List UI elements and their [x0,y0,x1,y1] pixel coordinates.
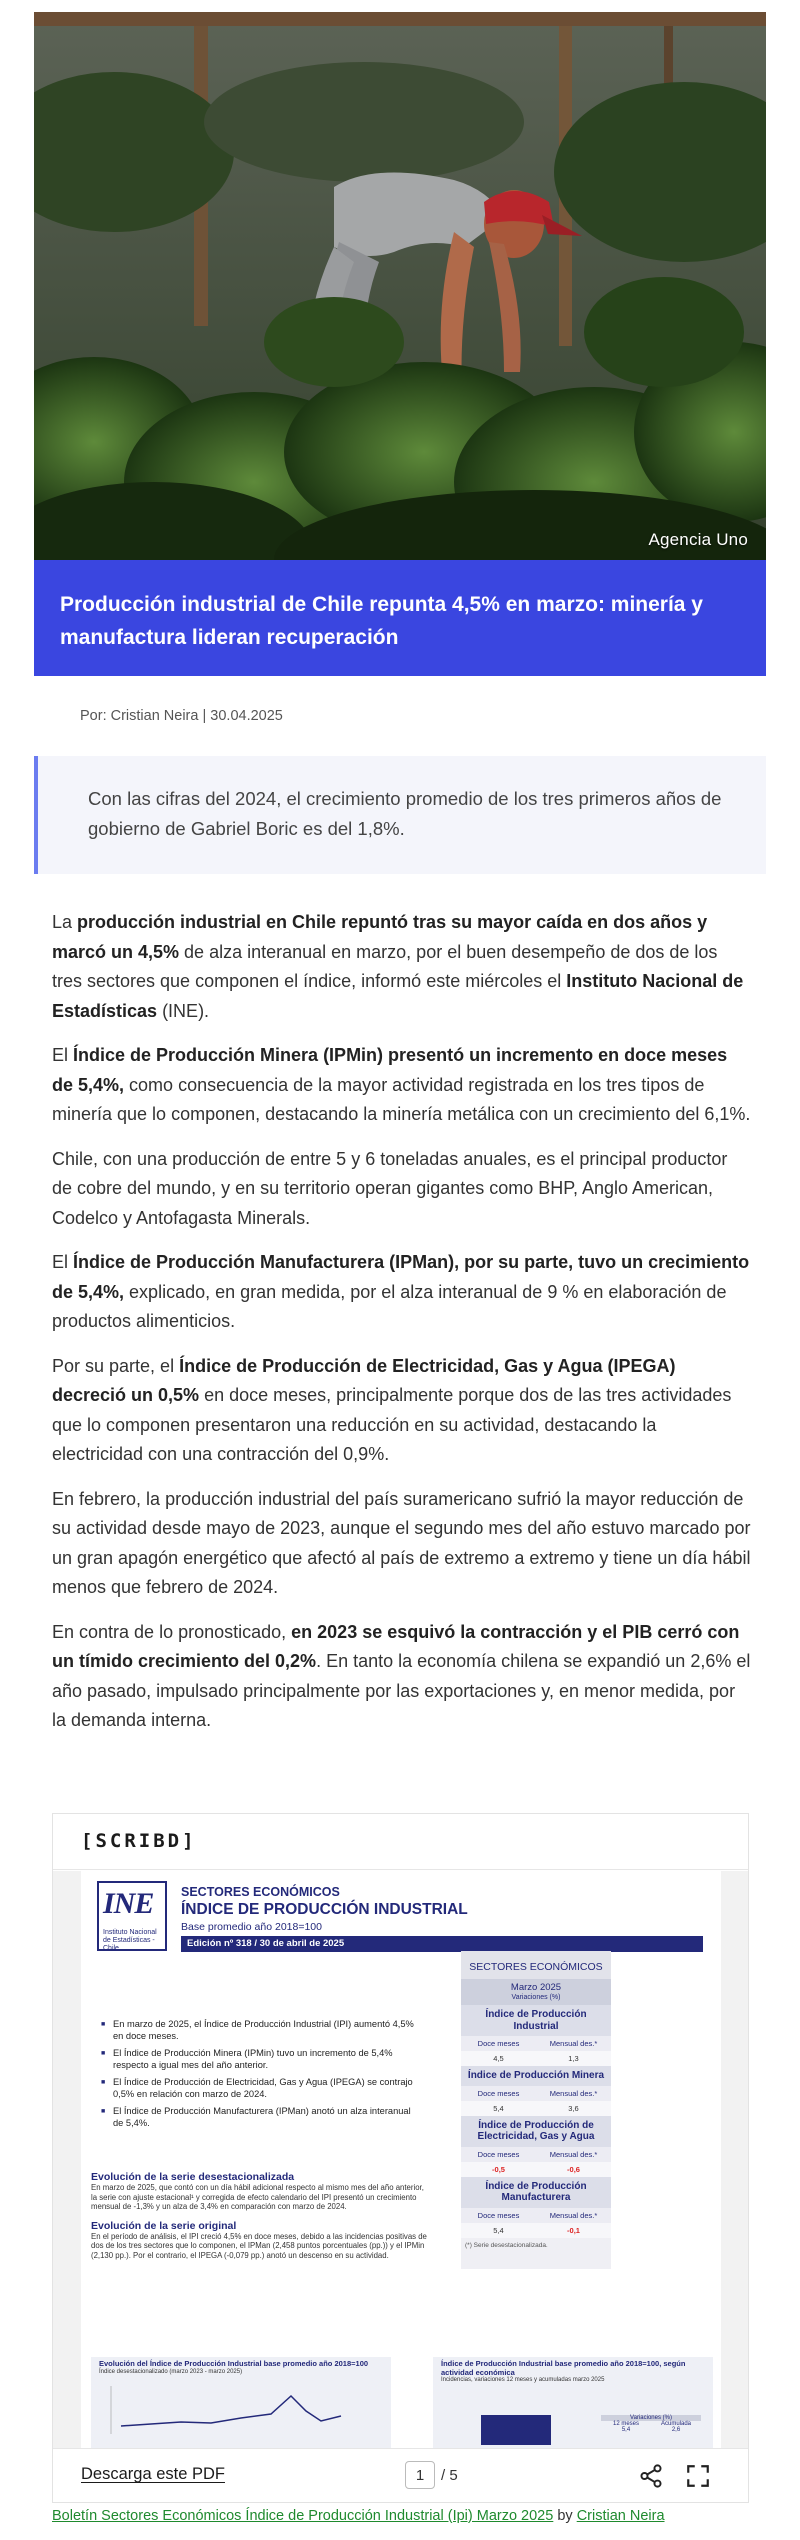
chart2-table [601,2415,701,2433]
value: -0,6 [536,2162,611,2177]
paragraph-4 [52,1248,752,1337]
byline-separator: | [198,708,211,724]
value: 5,4 [461,2223,536,2238]
value: 3,6 [536,2101,611,2116]
document-title-link[interactable]: Boletín Sectores Económicos Índice de Producción Industrial (Ipi) Marzo 2025 [52,2508,554,2524]
fullscreen-icon[interactable] [685,2463,711,2489]
col-mensual: Mensual des.* [536,2036,611,2051]
doc-sub-sections [91,2171,431,2260]
doc-bullets [101,2019,423,2135]
doc-section: SECTORES ECONÓMICOS [181,1885,340,1899]
value: 1,3 [536,2051,611,2066]
page-total: / 5 [441,2466,458,2484]
byline [80,708,283,724]
panel-block-values [461,2162,611,2177]
col-doce-meses: Doce meses [461,2036,536,2051]
chart2-col: 12 meses [612,2421,639,2427]
chart2-val: 5,4 [621,2427,631,2433]
article-headline: Producción industrial de Chile repunta 4,5% en marzo: minería y manufactura lideran recuperación [60,593,703,649]
p5-bold-b: Índice de Producción de Electricidad, Gas y Agua (IPEGA) decreció un 0,5% [52,1355,676,1405]
headline-banner [34,560,766,676]
panel-note: (*) Serie desestacionalizada. [465,2241,548,2249]
doc-bullet: ■ El Índice de Producción de Electricidad, Gas y Agua (IPEGA) se contrajo 0,5% en relación con marzo de 2024. [101,2077,423,2100]
share-icon[interactable] [638,2463,664,2489]
p4-text-c: explicado, en gran medida, por el alza interanual de 9 % en elaboración de productos alimenticios. [52,1281,727,1331]
chart-thumbnail-2 [433,2357,713,2449]
panel-block-values [461,2051,611,2066]
p7-bold-b: en 2023 se esquivó la contracción y el PIB cerró con un tímido crecimiento del 0,2% [52,1621,740,1671]
chart2-title: Índice de Producción Industrial base promedio año 2018=100, según actividad económica [441,2359,686,2377]
p1-bold-b: producción industrial en Chile [77,912,337,932]
doc-sub2-title: Evolución de la serie original [91,2219,237,2232]
p7-text-c: . En tanto la economía chilena se expandió un 2,6% el año pasado, impulsado principalmente por las exportaciones y, en menor medida, por la demanda interna. [52,1651,751,1730]
panel-block-header [461,2208,611,2223]
hero [34,12,766,560]
ine-logo-sub: Instituto Nacional de Estadísticas - Chile [103,1929,157,1952]
doc-bullet: ■ El Índice de Producción Manufacturera (IPMan) anotó un alza interanual de 5,4%. [101,2106,423,2129]
panel-block-header [461,2036,611,2051]
p7-text-a: En contra de lo pronosticado, [52,1621,292,1642]
p5-text-a: Por su parte, el [52,1355,180,1376]
embed-header [53,1814,748,1870]
quote-text: Con las cifras del 2024, el crecimiento promedio de los tres primeros años de gobierno de Gabriel Boric es del 1,8%. [88,788,722,839]
p1-text-d: de alza interanual en marzo, por el buen desempeño de dos de los tres sectores que componen el índice, informó este miércoles el [52,941,718,991]
ine-logo-text: INE [103,1887,154,1920]
scribd-embed [52,1813,749,2503]
photo-credit: Agencia Uno [648,530,748,549]
paragraph-6: En febrero, la producción industrial del país suramericano sufrió la mayor reducción de su actividad desde mayo de 2023, aunque el segundo mes del año estuvo marcado por un gran apagón energético que afectó al país de extremo a extremo y tiene un día hábil menos que febrero de 2024. [52,1488,751,1597]
embed-caption [52,2508,752,2524]
sectors-panel [461,1951,611,2269]
panel-block-title: Índice de Producción Industrial [461,2005,611,2036]
ine-logo [97,1881,167,1951]
p2-text-c: como consecuencia de la mayor actividad registrada en los tres tipos de minería que lo componen, destacando la minería metálica con un crecimiento del 6,1%. [52,1074,751,1124]
chart2-vals [601,2427,701,2433]
byline-prefix: Por: [80,708,111,724]
author-link[interactable]: Cristian Neira [576,2508,665,2524]
summary-quote [34,756,766,874]
embed-toolbar [53,2448,748,2502]
chart1-title: Evolución del Índice de Producción Industrial base promedio año 2018=100 [99,2359,369,2368]
document-viewer[interactable] [53,1871,748,2449]
panel-block-title: Índice de Producción Manufacturera [461,2177,611,2208]
doc-base: Base promedio año 2018=100 [181,1921,322,1933]
chart2-subtitle: Incidencias, variaciones 12 meses y acumuladas marzo 2025 [441,2377,605,2383]
p1-text-f: (INE). [157,1000,210,1021]
panel-variation: Variaciones (%) [461,1994,611,2005]
value: -0,5 [461,2162,536,2177]
p4-text-a: El [52,1252,74,1272]
chart2-var: Variaciones (%) [601,2415,701,2421]
value: 4,5 [461,2051,536,2066]
panel-header: SECTORES ECONÓMICOS [461,1951,611,1979]
chart-thumbnail-1 [91,2357,391,2449]
panel-block-header [461,2086,611,2101]
caption-by: by [553,2508,577,2524]
col-mensual: Mensual des.* [536,2086,611,2101]
doc-title: ÍNDICE DE PRODUCCIÓN INDUSTRIAL [181,1901,468,1918]
doc-edition: Edición nº 318 / 30 de abril de 2025 [181,1936,703,1952]
p1-text-a: La [52,912,78,932]
p5-text-c: en doce meses, principalmente porque dos de las tres actividades que lo componen presentaron una reducción en su actividad, destacando la electricidad con una contracción del 0,9%. [52,1385,732,1464]
chart2-bar [441,2405,591,2445]
p2-bold-b: Índice de Producción Minera (IPMin) presentó un incremento en doce meses de 5,4%, [52,1045,728,1095]
document-page [81,1871,721,2449]
chart2-col: Acumulada [660,2421,692,2427]
panel-block-title: Índice de Producción Minera [461,2066,611,2086]
panel-block-values [461,2223,611,2238]
p1-bold-c: repuntó tras su mayor caída en dos años y marcó un 4,5% [52,912,708,962]
col-doce-meses: Doce meses [461,2147,536,2162]
download-pdf-link[interactable]: Descarga este PDF [81,2465,225,2483]
chart1-subtitle: Índice desestacionalizado (marzo 2023 - marzo 2025) [99,2368,243,2375]
panel-block-header [461,2147,611,2162]
paragraph-7 [52,1618,752,1736]
col-mensual: Mensual des.* [536,2208,611,2223]
hero-photo [34,12,766,560]
doc-sub1-title: Evolución de la serie desestacionalizada [91,2171,295,2183]
p4-bold-b: Índice de Producción Manufacturera (IPMan), por su parte, tuvo un crecimiento de 5,4%, [52,1252,750,1302]
p2-text-a: El [52,1045,74,1065]
page-number-input[interactable]: 1 [405,2461,435,2489]
byline-author[interactable]: Cristian Neira [110,708,199,724]
scribd-logo[interactable]: [SCRIBD] [81,1830,197,1852]
doc-bullet: ■ En marzo de 2025, el Índice de Producción Industrial (IPI) aumentó 4,5% en doce meses. [101,2019,423,2042]
farmer-photo-illustration [34,12,766,560]
panel-block-values [461,2101,611,2116]
article-body [52,908,752,1751]
panel-block-title: Índice de Producción de Electricidad, Gas y Agua [461,2116,611,2147]
byline-date: 30.04.2025 [210,708,283,724]
paragraph-3: Chile, con una producción de entre 5 y 6 toneladas anuales, es el principal productor de cobre del mundo, y en su territorio operan gigantes como BHP, Anglo American, Codelco y Antofagasta Minerals. [52,1148,728,1228]
panel-month: Marzo 2025 [461,1979,611,1994]
paragraph-1 [52,908,752,1026]
value: 5,4 [461,2101,536,2116]
doc-sub1-text: En marzo de 2025, que contó con un día hábil adicional respecto al mismo mes del año anterior, la serie con ajuste estacional¹ y corregida de efecto calendario del IPI presentó un crecimiento mensual de -1,3% y un alza de 3,4% en comparación con marzo de 2024. [91,2183,424,2211]
chart1-line [91,2376,391,2436]
paragraph-2 [52,1041,752,1130]
col-doce-meses: Doce meses [461,2086,536,2101]
col-mensual: Mensual des.* [536,2147,611,2162]
chart2-val: 2,6 [671,2427,681,2433]
doc-sub2-text: En el período de análisis, el IPI creció 4,5% en doce meses, debido a las incidencias positivas de dos de los tres sectores que lo componen, el IPMan (2,458 puntos porcentuales (pp.)) y el IPMin (2,130 pp.). Por el contrario, el IPEGA (-0,079 pp.) anotó un descenso en su actividad. [91,2231,427,2260]
col-doce-meses: Doce meses [461,2208,536,2223]
p1-bold-e: Instituto Nacional de Estadísticas [52,971,744,1021]
page-indicator [405,2461,458,2489]
value: -0,1 [536,2223,611,2238]
doc-bullet: ■ El Índice de Producción Minera (IPMin) tuvo un incremento de 5,4% respecto a igual mes del año anterior. [101,2048,423,2071]
paragraph-5 [52,1352,752,1470]
